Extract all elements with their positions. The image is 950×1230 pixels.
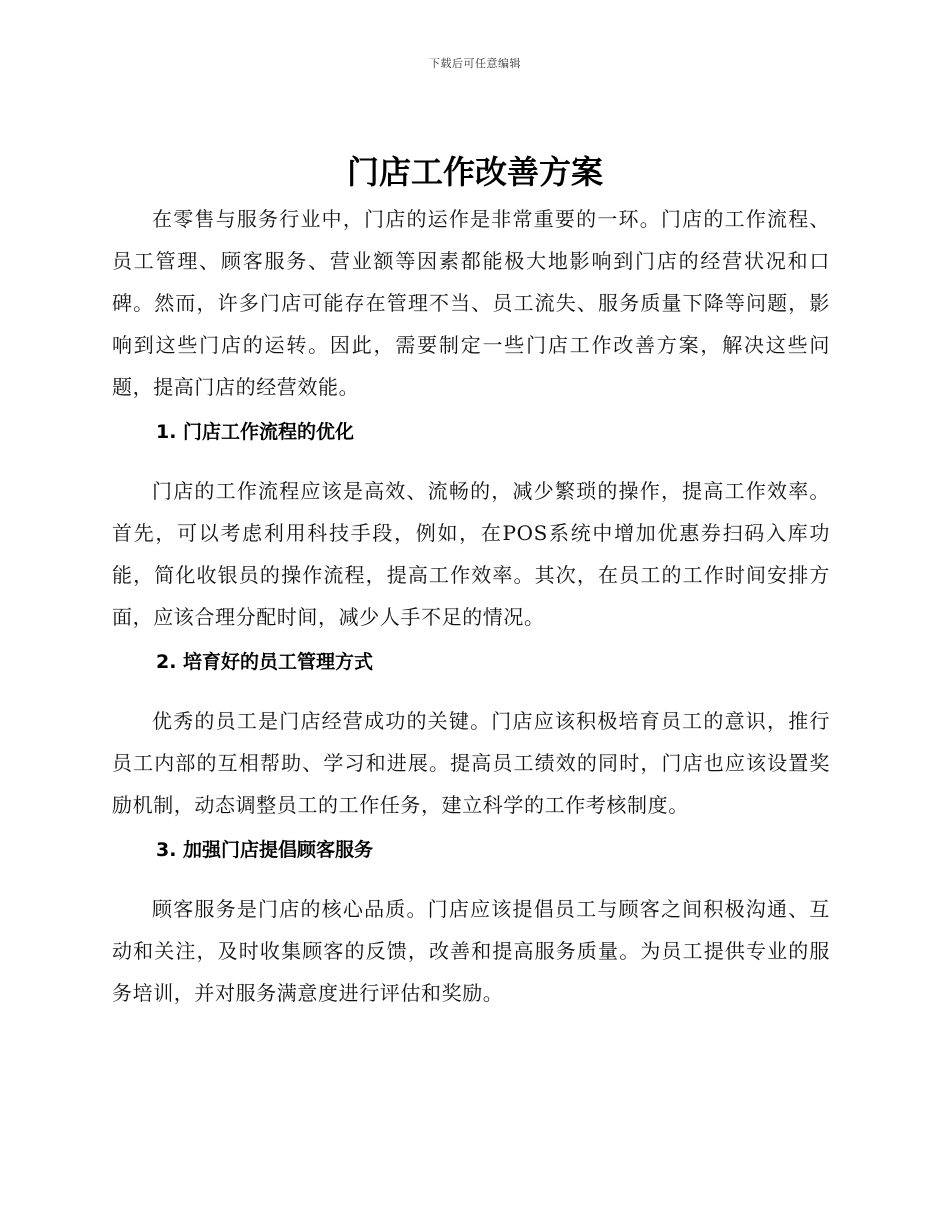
section-heading-1: 1. 门店工作流程的优化 <box>156 421 355 443</box>
section-paragraph-3: 顾客服务是门店的核心品质。门店应该提倡员工与顾客之间积极沟通、互动和关注，及时收集顾客的反馈，改善和提高服务质量。为员工提供专业的服务培训，并对服务满意度进行评估和奖励。 <box>112 897 830 1005</box>
header-note: 下载后可任意编辑 <box>429 57 521 70</box>
intro-paragraph: 在零售与服务行业中，门店的运作是非常重要的一环。门店的工作流程、员工管理、顾客服务、营业额等因素都能极大地影响到门店的经营状况和口碑。然而，许多门店可能存在管理不当、员工流失、服务质量下降等问题，影响到这些门店的运转。因此，需要制定一些门店工作改善方案，解决这些问题，提高门店的经营效能。 <box>112 207 830 399</box>
document-title: 门店工作改善方案 <box>346 153 603 191</box>
section-heading-2: 2. 培育好的员工管理方式 <box>156 651 374 673</box>
document-body <box>112 198 830 1014</box>
section-paragraph-1: 门店的工作流程应该是高效、流畅的，减少繁琐的操作，提高工作效率。首先，可以考虑利用科技手段，例如，在POS系统中增加优惠券扫码入库功能，简化收银员的操作流程，提高工作效率。其次，在员工的工作时间安排方面，应该合理分配时间，减少人手不足的情况。 <box>112 479 830 629</box>
section-heading-3: 3. 加强门店提倡顾客服务 <box>156 839 374 861</box>
section-paragraph-2: 优秀的员工是门店经营成功的关键。门店应该积极培育员工的意识，推行员工内部的互相帮助、学习和进展。提高员工绩效的同时，门店也应该设置奖励机制，动态调整员工的工作任务，建立科学的工作考核制度。 <box>112 709 830 817</box>
